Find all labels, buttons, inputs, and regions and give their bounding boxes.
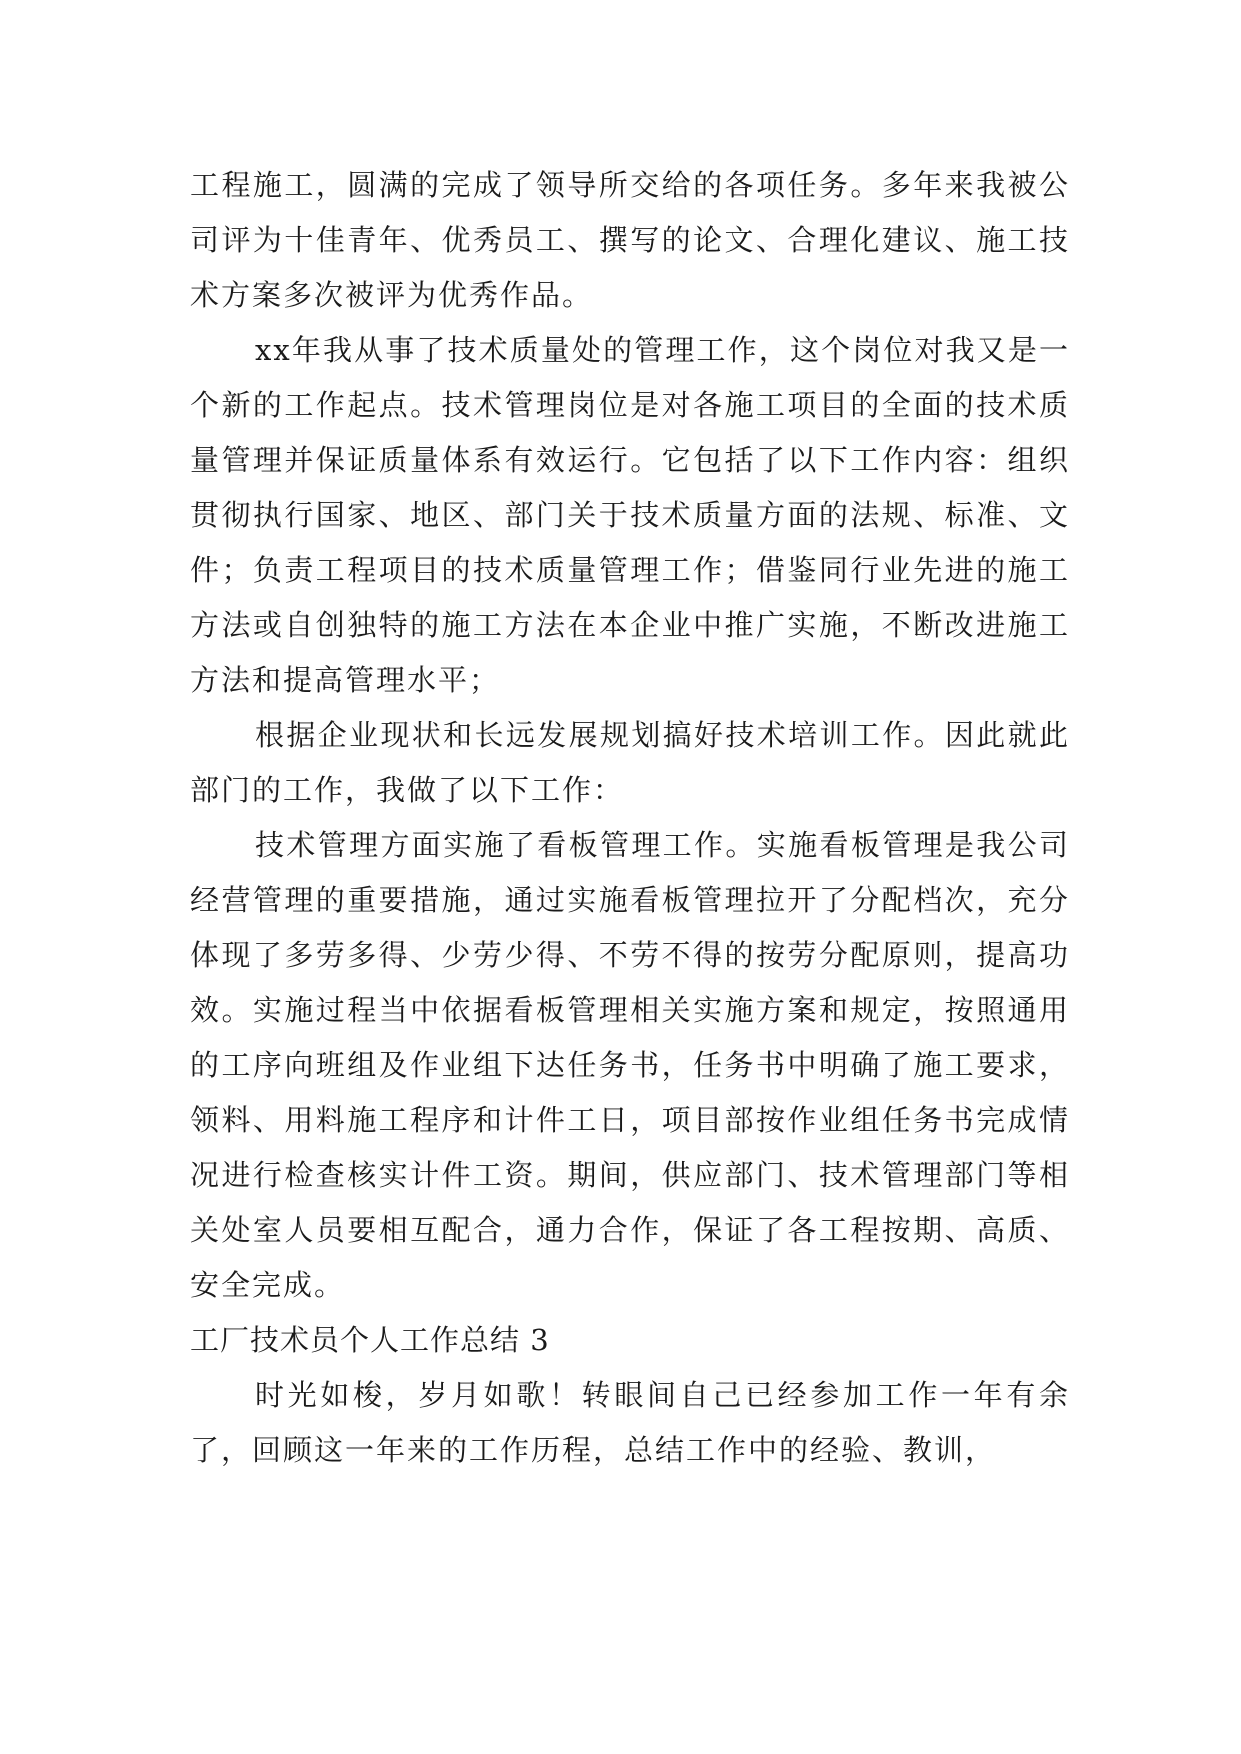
paragraph-5: 时光如梭，岁月如歌！转眼间自己已经参加工作一年有余了，回顾这一年来的工作历程，总结工作中的经验、教训， (190, 1378, 1070, 1467)
paragraph-3: 根据企业现状和长远发展规划搞好技术培训工作。因此就此部门的工作，我做了以下工作： (190, 718, 1070, 807)
document-body (190, 158, 1070, 1478)
paragraph-4: 技术管理方面实施了看板管理工作。实施看板管理是我公司经营管理的重要措施，通过实施看板管理拉开了分配档次，充分体现了多劳多得、少劳少得、不劳不得的按劳分配原则，提高功效。实施过程当中依据看板管理相关实施方案和规定，按照通用的工序向班组及作业组下达任务书，任务书中明确了施工要求，领料、用料施工程序和计件工日，项目部按作业组任务书完成情况进行检查核实计件工资。期间，供应部门、技术管理部门等相关处室人员要相互配合，通力合作，保证了各工程按期、高质、安全完成。 (190, 828, 1070, 1302)
paragraph-2: xx年我从事了技术质量处的管理工作，这个岗位对我又是一个新的工作起点。技术管理岗位是对各施工项目的全面的技术质量管理并保证质量体系有效运行。它包括了以下工作内容：组织贯彻执行国家、地区、部门关于技术质量方面的法规、标准、文件；负责工程项目的技术质量管理工作；借鉴同行业先进的施工方法或自创独特的施工方法在本企业中推广实施，不断改进施工方法和提高管理水平； (190, 333, 1070, 697)
section-heading: 工厂技术员个人工作总结 3 (190, 1323, 550, 1357)
paragraph-1: 工程施工，圆满的完成了领导所交给的各项任务。多年来我被公司评为十佳青年、优秀员工、撰写的论文、合理化建议、施工技术方案多次被评为优秀作品。 (190, 168, 1070, 312)
